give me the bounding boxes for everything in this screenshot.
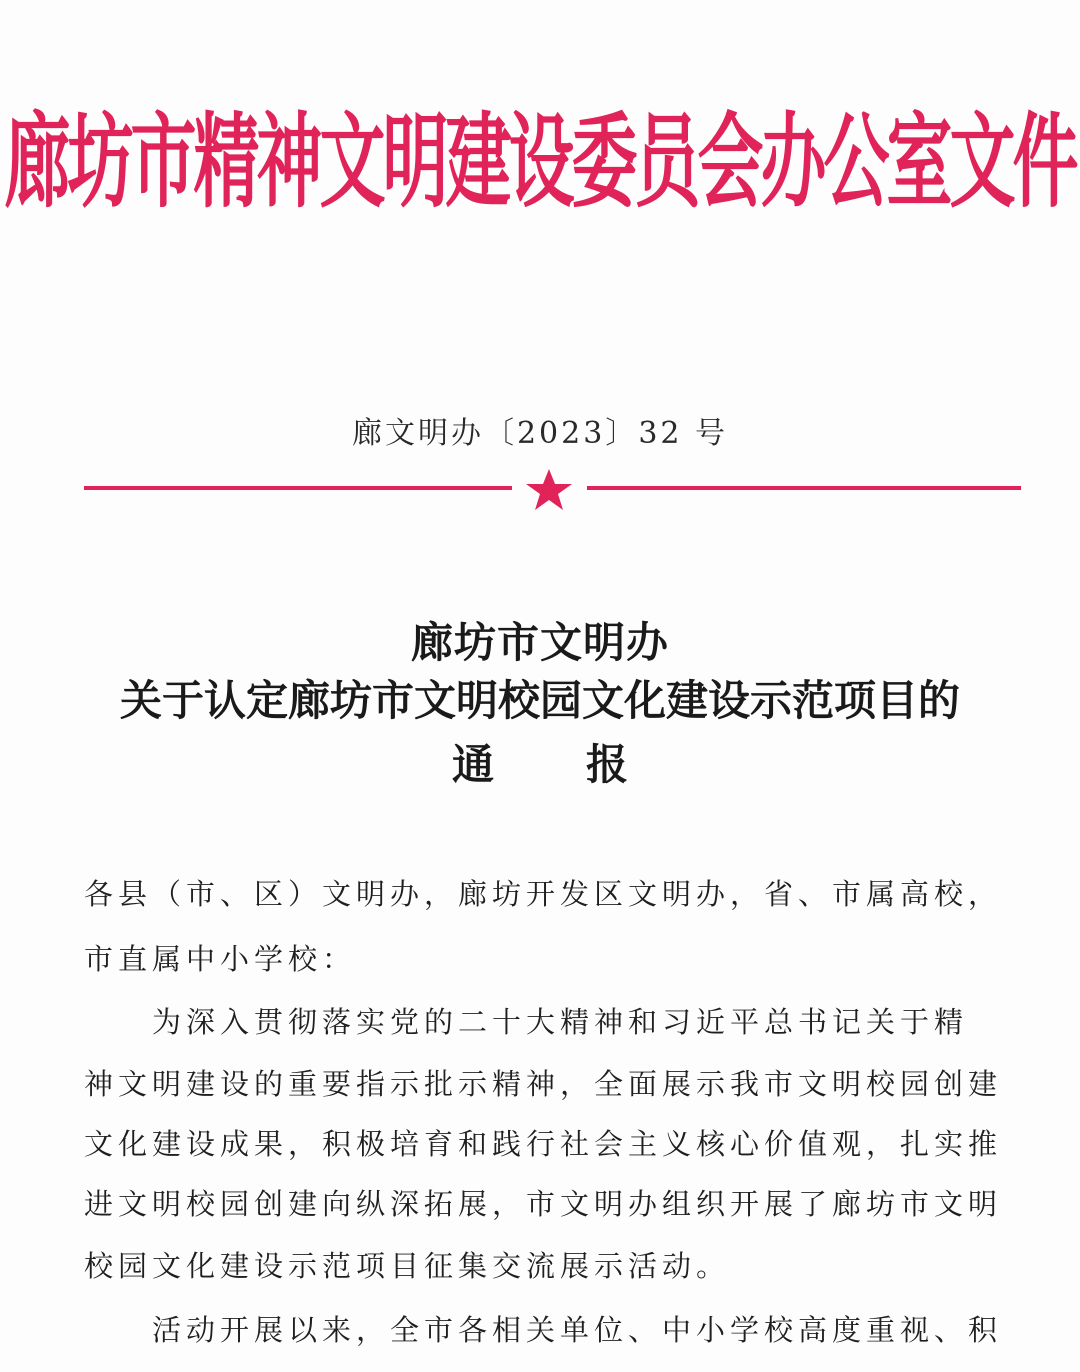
paragraph-1-line-1: 为深入贯彻落实党的二十大精神和习近平总书记关于精 [152,1005,969,1039]
red-divider-right [587,486,1021,490]
star-icon [524,468,574,512]
salutation-line-2: 市直属中小学校： [84,942,357,976]
title-line-subject: 关于认定廊坊市文明校园文化建设示范项目的 [119,676,960,725]
title-char-2: 报 [586,740,629,789]
paragraph-1-line-5: 校园文化建设示范项目征集交流展示活动。 [84,1249,731,1283]
title-char-1: 通 [451,740,494,789]
paragraph-1-line-4: 进文明校园创建向纵深拓展，市文明办组织开展了廊坊市文明 [84,1187,1003,1221]
title-line-issuer: 廊坊市文明办 [410,618,669,667]
paragraph-1-line-2: 神文明建设的重要指示批示精神，全面展示我市文明校园创建 [84,1067,1003,1101]
paragraph-1-line-3: 文化建设成果，积极培育和践行社会主义核心价值观，扎实推 [84,1127,1003,1161]
title-line-type [0,732,1080,792]
red-divider-left [84,486,512,490]
document-number: 廊文明办〔2023〕32 号 [351,416,729,451]
masthead-title: 廊坊市精神文明建设委员会办公室文件 [4,102,1076,222]
salutation-line-1: 各县（市、区）文明办，廊坊开发区文明办，省、市属高校， [84,877,1003,911]
paragraph-2-line-1: 活动开展以来，全市各相关单位、中小学校高度重视、积 [152,1313,1003,1347]
